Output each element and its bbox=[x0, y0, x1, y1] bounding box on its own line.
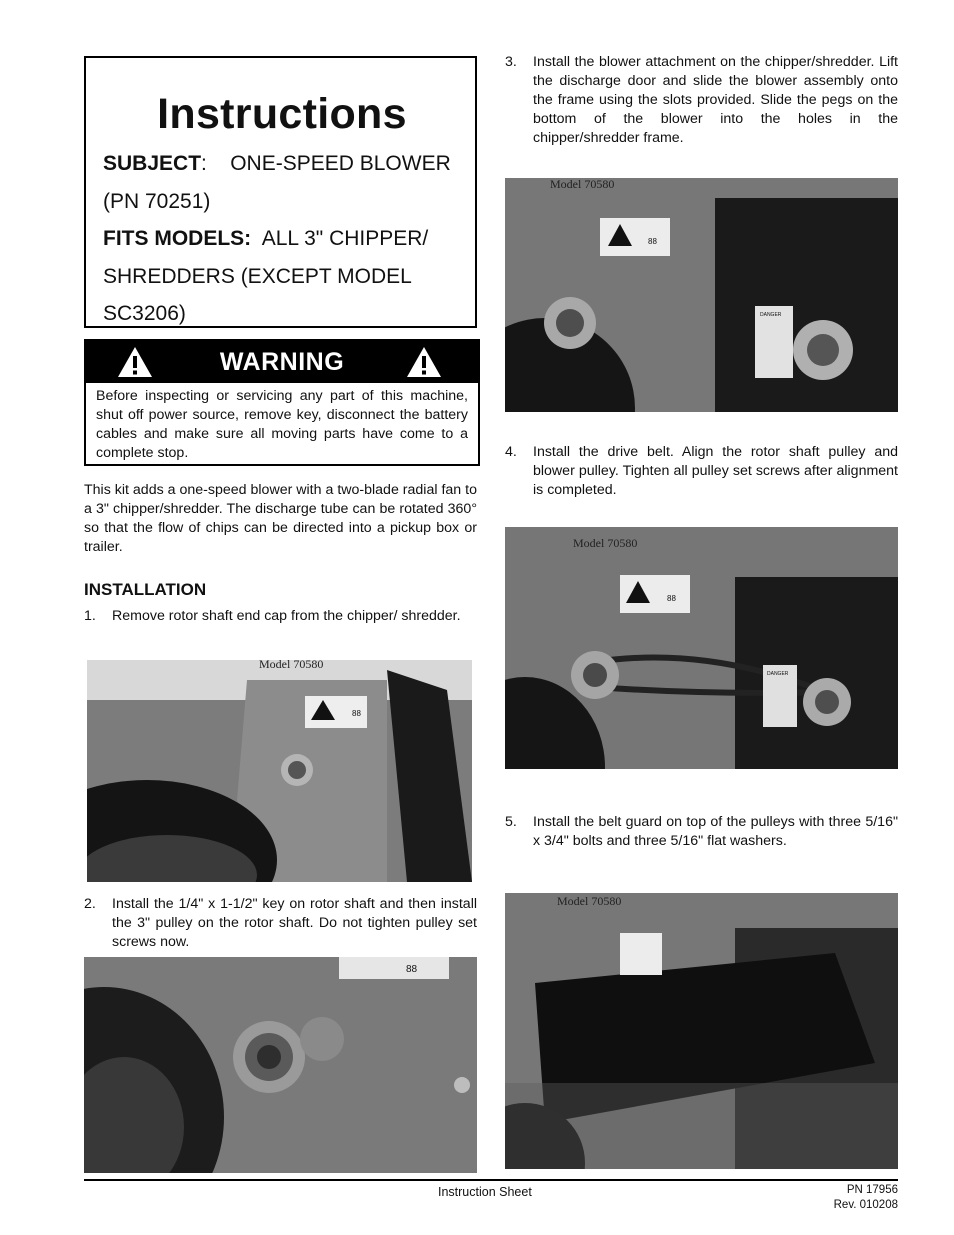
step-1 bbox=[84, 607, 477, 626]
warning-triangle-icon bbox=[406, 346, 442, 378]
label-code: 88 bbox=[667, 594, 676, 603]
model-label: Model 70580 bbox=[550, 178, 615, 191]
photo-step-2 bbox=[84, 957, 477, 1173]
step-4 bbox=[505, 443, 898, 500]
step-number: 5. bbox=[505, 814, 517, 830]
step-number: 2. bbox=[84, 896, 96, 912]
step-text: Install the belt guard on top of the pulleys with three 5/16" x 3/4" bolts and three 5/16" flat washers. bbox=[533, 814, 898, 849]
photo-step-5 bbox=[505, 893, 898, 1169]
fits-line bbox=[103, 220, 461, 258]
fits-label: FITS MODELS: bbox=[103, 227, 252, 250]
page-title: Instructions bbox=[157, 90, 407, 138]
step-number: 4. bbox=[505, 444, 517, 460]
model-label: Model 70580 bbox=[259, 660, 324, 671]
photo-step-1 bbox=[87, 660, 472, 882]
footer-pn: PN 17956 bbox=[846, 1184, 898, 1196]
subject-label: SUBJECT bbox=[103, 152, 202, 175]
step-text: Install the 1/4" x 1-1/2" key on rotor shaft and then install the 3" pulley on the rotor shaft. Do not tighten pulley set screws now. bbox=[112, 896, 477, 950]
label-code: 88 bbox=[406, 964, 418, 975]
danger-label: DANGER bbox=[760, 312, 782, 318]
installation-heading: INSTALLATION bbox=[84, 580, 207, 599]
step-number: 3. bbox=[505, 54, 517, 70]
warning-title: WARNING bbox=[219, 347, 345, 376]
photo-step-4 bbox=[505, 527, 898, 769]
label-code: 88 bbox=[352, 709, 361, 718]
step-2 bbox=[84, 895, 477, 952]
warning-bar bbox=[86, 341, 478, 383]
footer-rule bbox=[84, 1179, 898, 1181]
step-text: Remove rotor shaft end cap from the chipper/ shredder. bbox=[112, 608, 461, 624]
subject-sep: : bbox=[201, 152, 207, 175]
subject-pn: (PN 70251) bbox=[103, 189, 211, 213]
model-label: Model 70580 bbox=[557, 894, 622, 908]
fits-line2: SHREDDERS (EXCEPT MODEL bbox=[103, 264, 412, 288]
fits-line3: SC3206) bbox=[103, 302, 186, 325]
subject-value: ONE-SPEED BLOWER bbox=[230, 152, 451, 175]
title-box bbox=[84, 56, 477, 328]
footer-rev: Rev. 010208 bbox=[833, 1199, 898, 1211]
step-3 bbox=[505, 53, 898, 148]
step-text: Install the drive belt. Align the rotor shaft pulley and blower pulley. Tighten all pulley set screws after alignment is completed. bbox=[533, 444, 898, 498]
footer-sheet-label: Instruction Sheet bbox=[438, 1185, 532, 1199]
label-code: 88 bbox=[648, 237, 657, 246]
warning-text: Before inspecting or servicing any part of this machine, shut off power source, remove key, disconnect the battery cables and make sure all moving parts have come to a complete stop. bbox=[96, 388, 468, 461]
subject-line bbox=[103, 145, 461, 183]
intro-paragraph: This kit adds a one-speed blower with a two-blade radial fan to a 3" chipper/shredder. The discharge tube can be rotated 360° so that the flow of chips can be directed into a pickup box or trailer. bbox=[84, 482, 477, 555]
model-label: Model 70580 bbox=[573, 536, 638, 550]
step-number: 1. bbox=[84, 608, 96, 624]
danger-label: DANGER bbox=[767, 671, 789, 677]
warning-box bbox=[84, 339, 480, 466]
photo-step-3 bbox=[505, 178, 898, 412]
footer-pn-rev bbox=[834, 1183, 898, 1213]
step-text: Install the blower attachment on the chipper/shredder. Lift the discharge door and slide the blower assembly onto the frame using the slots provided. Slide the pegs on the bottom of the blower into the holes in the chipper/shredder frame. bbox=[533, 54, 898, 146]
warning-triangle-icon bbox=[117, 346, 153, 378]
step-5 bbox=[505, 813, 898, 851]
fits-line1: ALL 3" CHIPPER/ bbox=[261, 227, 429, 250]
